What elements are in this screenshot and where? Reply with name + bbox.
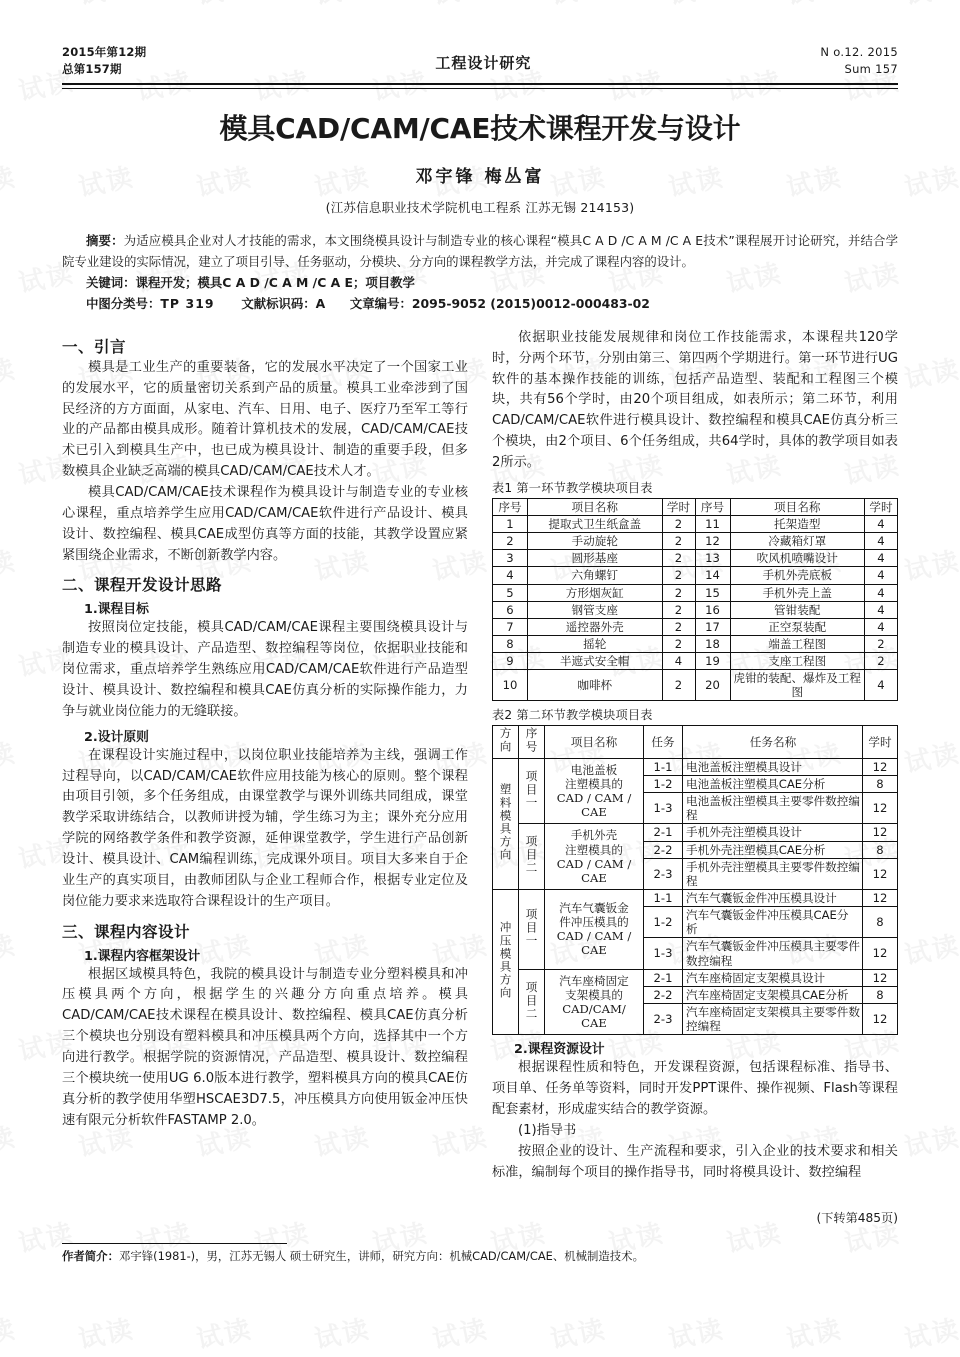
project-name-line: CAE — [581, 943, 607, 958]
table2-hours-cell: 12 — [863, 793, 898, 824]
table1-cell: 20 — [695, 670, 730, 701]
table2-hours-cell: 8 — [863, 986, 898, 1003]
table1-cell: 2 — [662, 584, 695, 601]
table1-cell: 15 — [695, 584, 730, 601]
footnote-label: 作者简介： — [62, 1249, 119, 1263]
table1-caption: 表1 第一环节教学模块项目表 — [492, 480, 653, 495]
vertical-label: 塑料模具方向 — [498, 783, 513, 862]
table2-hours-cell: 12 — [863, 889, 898, 906]
table1-cell: 2 — [662, 601, 695, 618]
table2-hours-cell: 8 — [863, 775, 898, 792]
subheading-3-1: 1.课程内容框架设计 — [84, 948, 201, 964]
table2-task-name-cell: 电池盖板注塑模具CAE分析 — [683, 775, 863, 792]
keywords-label: 关键词： — [86, 274, 136, 290]
table1-header-cell: 序号 — [695, 498, 730, 515]
table1-cell: 6 — [493, 601, 528, 618]
table-row — [493, 567, 898, 584]
continued-note: (下转第485页) — [816, 1211, 898, 1226]
table1-cell: 2 — [865, 635, 898, 652]
table1-cell: 10 — [493, 670, 528, 701]
project-name-line: CAD / CAM / — [556, 856, 632, 871]
article-id-label: 文章编号： — [349, 295, 412, 311]
table2-project-name-cell — [545, 889, 644, 969]
table1-header-cell: 学时 — [662, 498, 695, 515]
table1-header-cell: 项目名称 — [528, 498, 663, 515]
table1-cell: 方形烟灰缸 — [528, 584, 663, 601]
table2-task-name-cell: 手机外壳注塑模具CAE分析 — [683, 841, 863, 858]
table2-task-no-cell: 2-3 — [644, 1003, 683, 1034]
table2-hours-cell: 12 — [863, 969, 898, 986]
project-name-line: 件冲压模具的 — [559, 915, 629, 930]
subheading-resources: 2.课程资源设计 — [514, 1042, 605, 1058]
table-row — [493, 969, 898, 986]
table-row — [493, 601, 898, 618]
table2-task-name-cell: 汽车座椅固定支架模具主要零件数控编程 — [683, 1003, 863, 1034]
vertical-label: 序号 — [524, 727, 539, 754]
abstract-text: 为适应模具企业对人才技能的需求，本文围绕模具设计与制造专业的核心课程“模具C A D /C A M /C A E技术”课程展开讨论研究，并结合学院专业建设的实际情况，建立了项目引导、任务驱动，分模块、分方向的课程教学方法，并完成了课程内容的设计。 — [62, 233, 899, 269]
vertical-label: 项目一 — [524, 769, 539, 810]
table1-cell: 13 — [695, 550, 730, 567]
section-heading-1: 一、引言 — [62, 337, 127, 356]
table1-cell: 冷藏箱灯罩 — [730, 533, 865, 550]
table2-hours-cell: 12 — [863, 858, 898, 889]
table1-cell: 支座工程图 — [730, 653, 865, 670]
table-header-row — [493, 498, 898, 515]
table1-cell: 遥控器外壳 — [528, 618, 663, 635]
issue-line-2: 总第157期 — [62, 61, 122, 76]
table1-cell: 咖啡杯 — [528, 670, 663, 701]
table2-task-name-cell: 手机外壳注塑模具主要零件数控编程 — [683, 858, 863, 889]
project-name-line: CAD / CAM / — [556, 929, 632, 944]
table1-cell: 虎钳的装配、爆炸及工程图 — [730, 670, 865, 701]
table2-task-no-cell: 2-1 — [644, 969, 683, 986]
article-id-value: 2095-9052 (2015)0012-000483-02 — [411, 295, 650, 311]
table1-cell: 提取式卫生纸盒盖 — [528, 515, 663, 532]
table-header-row — [493, 726, 898, 758]
table1-cell: 4 — [865, 584, 898, 601]
table2-hours-cell: 8 — [863, 841, 898, 858]
project-name-line: CAD / CAM / — [556, 791, 632, 806]
table2-caption: 表2 第二环节教学模块项目表 — [492, 708, 653, 723]
subheading-2-2: 2.设计原则 — [84, 729, 149, 745]
table1-cell: 圆形基座 — [528, 550, 663, 567]
guidebook-heading: (1)指导书 — [518, 1122, 577, 1138]
table1-cell: 半遮式安全帽 — [528, 653, 663, 670]
table-row — [493, 533, 898, 550]
table1-cell: 2 — [662, 550, 695, 567]
table-row — [493, 824, 898, 841]
table-row — [493, 653, 898, 670]
project-name-line: CAE — [581, 805, 607, 820]
author-list: 邓宇锋 梅丛富 — [415, 167, 545, 188]
sum-number-en: Sum 157 — [844, 61, 898, 76]
body-columns — [62, 328, 898, 1227]
section-heading-2: 二、课程开发设计思路 — [62, 576, 223, 595]
table2-task-name-cell: 汽车座椅固定支架模具设计 — [683, 969, 863, 986]
table2-task-name-cell: 电池盖板注塑模具设计 — [683, 758, 863, 775]
clc-label: 中图分类号： — [86, 295, 161, 311]
table1-cell: 4 — [865, 533, 898, 550]
project-name-line: CAD/CAM/ — [562, 1001, 626, 1016]
table1-header-cell: 项目名称 — [730, 498, 865, 515]
table1-cell: 2 — [662, 515, 695, 532]
project-name-line: CAE — [581, 1016, 607, 1031]
table2-task-no-cell: 2-2 — [644, 986, 683, 1003]
project-name-line: 手机外壳 — [570, 828, 618, 843]
table1-cell: 7 — [493, 618, 528, 635]
table2-task-no-cell: 1-3 — [644, 793, 683, 824]
table2-task-no-cell: 2-2 — [644, 841, 683, 858]
header-rule — [62, 83, 898, 89]
table1-cell: 17 — [695, 618, 730, 635]
table2-task-no-cell: 1-1 — [644, 758, 683, 775]
table2-hours-cell: 8 — [863, 907, 898, 938]
project-name-line: 注塑模具的 — [565, 842, 623, 857]
vertical-label: 冲压模具方向 — [498, 921, 513, 1000]
table1-cell: 11 — [695, 515, 730, 532]
table1-cell: 12 — [695, 533, 730, 550]
doccode-value: A — [315, 295, 326, 311]
table-row — [493, 635, 898, 652]
affiliation: (江苏信息职业技术学院机电工程系 江苏无锡 214153) — [325, 200, 635, 216]
section3-1-paragraph: 根据区域模具特色，我院的模具设计与制造专业分塑料模具和冲压模具两个方向，根据学生的兴趣分方向重点培养。模具CAD/CAM/CAE技术课程在模具设计、数控编程、模具CAE仿真分析三个模块也分别设有塑料模具和冲压模具两个方向，选择其中一个方向进行教学。根据学院的资源情况，产品造型、模具设计、数控编程三个模块统一使用UG 6.0版本进行教学，塑料模具方向的模具CAE仿真分析的教学使用华塑HSCAE3D7.5，冲压模具方向使用钣金冲压快速有限元分析软件FASTAMP 2.0。 — [62, 966, 468, 1128]
abstract-paragraph — [62, 231, 898, 271]
table-row — [493, 584, 898, 601]
table2-header-cell: 任务 — [644, 726, 683, 758]
table2-task-no-cell: 2-3 — [644, 858, 683, 889]
resources-paragraph: 根据课程性质和特色，开发课程资源，包括课程标准、指导书、项目单、任务单等资料，同时开发PPT课件、操作视频、Flash等课程配套素材，形成虚实结合的教学资源。 — [492, 1060, 898, 1117]
table1-header-cell: 学时 — [865, 498, 898, 515]
table1-cell: 5 — [493, 584, 528, 601]
table2-task-name-cell: 汽车气囊钣金件冲压模具CAE分析 — [683, 907, 863, 938]
table-row — [493, 515, 898, 532]
section-heading-3: 三、课程内容设计 — [62, 922, 191, 941]
table2-direction-cell — [493, 889, 519, 1034]
table1-cell: 4 — [865, 670, 898, 701]
page-title: 模具CAD/CAM/CAE技术课程开发与设计 — [219, 111, 741, 145]
right-intro-paragraph: 依据职业技能发展规律和岗位工作技能需求，本课程共120学时，分两个环节，分别由第三、第四两个学期进行。第一环节进行UG软件的基本操作技能的训练，包括产品造型、装配和工程图三个模块，共有56个学时，由20个项目组成，如表所示；第二环节，利用CAD/CAM/CAE软件进行模具设计、数控编程和模具CAE仿真分析三个模块，由2个项目、6个任务组成，共64学时，具体的教学项目如表2所示。 — [492, 329, 898, 470]
section2-1-paragraph: 按照岗位定技能，模具CAD/CAM/CAE课程主要围绕模具设计与制造专业的模具设计、产品造型、数控编程等岗位，依据职业技能和岗位需求，重点培养学生熟练应用CAD/CAM/CAE软件进行产品造型设计、模具设计、数控编程和模具CAE仿真分析的实际操作能力，力争与就业岗位能力的无缝联接。 — [62, 620, 468, 719]
table2-project-name-cell — [545, 969, 644, 1035]
table1-cell: 8 — [493, 635, 528, 652]
table1-cell: 手机外壳底板 — [730, 567, 865, 584]
project-name-line: 汽车气囊钣金 — [559, 901, 629, 916]
table1-cell: 2 — [662, 567, 695, 584]
table1-cell: 4 — [865, 601, 898, 618]
table2-project-seq-cell — [519, 758, 545, 824]
issue-line-1: 2015年第12期 — [62, 45, 147, 59]
table-row — [493, 889, 898, 906]
table1-header-cell: 序号 — [493, 498, 528, 515]
table2-task-no-cell: 1-2 — [644, 775, 683, 792]
table2-task-name-cell: 汽车气囊钣金件冲压模具设计 — [683, 889, 863, 906]
table2-header-cell: 任务名称 — [683, 726, 863, 758]
table1-cell: 1 — [493, 515, 528, 532]
table1-cell: 4 — [865, 618, 898, 635]
project-name-line: 注塑模具的 — [565, 776, 623, 791]
footnote-rule — [62, 1243, 287, 1244]
table2-task-name-cell: 手机外壳注塑模具设计 — [683, 824, 863, 841]
table2-task-no-cell: 1-3 — [644, 938, 683, 969]
table1-cell: 管钳装配 — [730, 601, 865, 618]
table2-task-no-cell: 1-2 — [644, 907, 683, 938]
table2-project-name-cell — [545, 824, 644, 890]
footnote-line — [62, 1248, 898, 1265]
running-head — [62, 44, 898, 77]
table1-cell: 钢管支座 — [528, 601, 663, 618]
table2-header-cell — [493, 726, 519, 758]
vertical-label: 项目一 — [524, 908, 539, 948]
table2-project-seq-cell — [519, 889, 545, 969]
table1-cell: 19 — [695, 653, 730, 670]
vertical-label: 方向 — [498, 727, 513, 754]
table1-cell: 4 — [493, 567, 528, 584]
table1-cell: 2 — [662, 670, 695, 701]
table2-task-name-cell: 汽车座椅固定支架模具CAE分析 — [683, 986, 863, 1003]
vertical-label: 项目二 — [524, 980, 539, 1021]
table1-cell: 9 — [493, 653, 528, 670]
table2-header-cell — [519, 726, 545, 758]
table1-cell: 2 — [493, 533, 528, 550]
table2-hours-cell: 12 — [863, 938, 898, 969]
table1-cell: 4 — [865, 515, 898, 532]
table2-task-name-cell: 电池盖板注塑模具主要零件数控编程 — [683, 793, 863, 824]
section1-paragraph-2: 模具CAD/CAM/CAE技术课程作为模具设计与制造专业的专业核心课程，重点培养学生应用CAD/CAM/CAE软件进行产品设计、模具设计、数控编程、模具CAE成型仿真等方面的技能，其教学设置应紧紧围绕企业需求，不断创新教学内容。 — [62, 484, 468, 563]
project-name-line: 支架模具的 — [565, 987, 623, 1002]
table2-project-seq-cell — [519, 969, 545, 1035]
section1-paragraph-1: 模具是工业生产的重要装备，它的发展水平决定了一个国家工业的发展水平，它的质量密切关系到产品的质量。模具工业牵涉到了国民经济的方方面面，从家电、汽车、日用、电子、医疗乃至军工等行业的产品都由模具成形。随着计算机技术的发展，CAD/CAM/CAE技术已引入到模具生产中，也已成为模具设计、制造的重要手段，但多数模具企业缺乏高端的模具CAD/CAM/CAE技术人才。 — [62, 359, 468, 480]
abstract-block — [62, 231, 898, 313]
doccode-label: 文献标识码： — [241, 295, 316, 311]
project-name-line: 汽车座椅固定 — [559, 973, 629, 988]
keywords-text: 课程开发；模具C A D /C A M /C A E；项目教学 — [135, 274, 415, 290]
table2-hours-cell: 12 — [863, 758, 898, 775]
table1-cell: 2 — [662, 533, 695, 550]
table2-header-cell: 项目名称 — [545, 726, 644, 758]
classification-line — [62, 293, 898, 314]
project-name-line: 电池盖板 — [570, 762, 618, 777]
table1-cell: 手机外壳上盖 — [730, 584, 865, 601]
table1-cell: 16 — [695, 601, 730, 618]
table1-cell: 手动旋轮 — [528, 533, 663, 550]
table2-project-name-cell — [545, 758, 644, 824]
table1-cell: 正空泵装配 — [730, 618, 865, 635]
table1-cell: 18 — [695, 635, 730, 652]
table2-task-name-cell: 汽车气囊钣金件冲压模具主要零件数控编程 — [683, 938, 863, 969]
table2-hours-cell: 12 — [863, 1003, 898, 1034]
table-1 — [492, 498, 898, 702]
table2-hours-cell: 12 — [863, 824, 898, 841]
clc-value: TP 319 — [160, 295, 215, 311]
table1-cell: 14 — [695, 567, 730, 584]
guidebook-paragraph: 按照企业的设计、生产流程和要求，引入企业的技术要求和相关标准，编制每个项目的操作指导书，同时将模具设计、数控编程 — [492, 1143, 898, 1180]
table-row — [493, 670, 898, 701]
table2-project-seq-cell — [519, 824, 545, 890]
table1-cell: 4 — [865, 550, 898, 567]
vertical-label: 项目二 — [524, 835, 539, 875]
table-row — [493, 758, 898, 775]
right-column — [492, 328, 898, 1227]
table1-cell: 六角螺钉 — [528, 567, 663, 584]
table-row — [493, 618, 898, 635]
table1-cell: 2 — [662, 635, 695, 652]
issue-number-en: N o.12. 2015 — [820, 45, 898, 59]
table1-cell: 4 — [865, 567, 898, 584]
running-head-left — [62, 44, 146, 77]
author-bio-footnote — [62, 1243, 898, 1265]
table1-cell: 2 — [662, 618, 695, 635]
abstract-label: 摘要： — [86, 233, 124, 249]
left-column — [62, 328, 468, 1227]
table2-header-cell: 学时 — [863, 726, 898, 758]
footnote-text: 邓宇锋(1981-)，男，江苏无锡人 硕士研究生，讲师，研究方向：机械CAD/CAM/CAE、机械制造技术。 — [118, 1249, 644, 1263]
table2-task-no-cell: 1-1 — [644, 889, 683, 906]
keywords-line — [62, 272, 898, 293]
table-2 — [492, 725, 898, 1035]
table1-cell: 3 — [493, 550, 528, 567]
section2-2-paragraph: 在课程设计实施过程中，以岗位职业技能培养为主线，强调工作过程导向，以CAD/CAM/CAE软件应用技能为核心的原则。整个课程由项目引领，多个任务组成，由课堂教学与课外训练共同组成，课堂教学采取讲练结合，以教师讲授为辅，学生练习为主；课外充分应用学院的网络教学条件和教学资源，延伸课堂教学，学生进行产品创新设计、模具设计、CAM编程训练，完成课外项目。项目大多来自于企业生产的真实项目，由教师团队与企业工程师合作，根据专业定位及岗位能力要求来选取符合课程设计的生产项目。 — [62, 747, 468, 909]
table-row — [493, 550, 898, 567]
table2-direction-cell — [493, 758, 519, 889]
project-name-line: CAE — [581, 870, 607, 885]
table1-cell: 2 — [865, 653, 898, 670]
running-head-right — [820, 44, 898, 77]
subheading-2-1: 1.课程目标 — [84, 602, 149, 618]
table1-cell: 吹风机喷嘴设计 — [730, 550, 865, 567]
table1-cell: 摇轮 — [528, 635, 663, 652]
table1-cell: 端盖工程图 — [730, 635, 865, 652]
table1-cell: 托架造型 — [730, 515, 865, 532]
journal-section-title: 工程设计研究 — [435, 54, 532, 72]
table2-task-no-cell: 2-1 — [644, 824, 683, 841]
table1-cell: 4 — [662, 653, 695, 670]
